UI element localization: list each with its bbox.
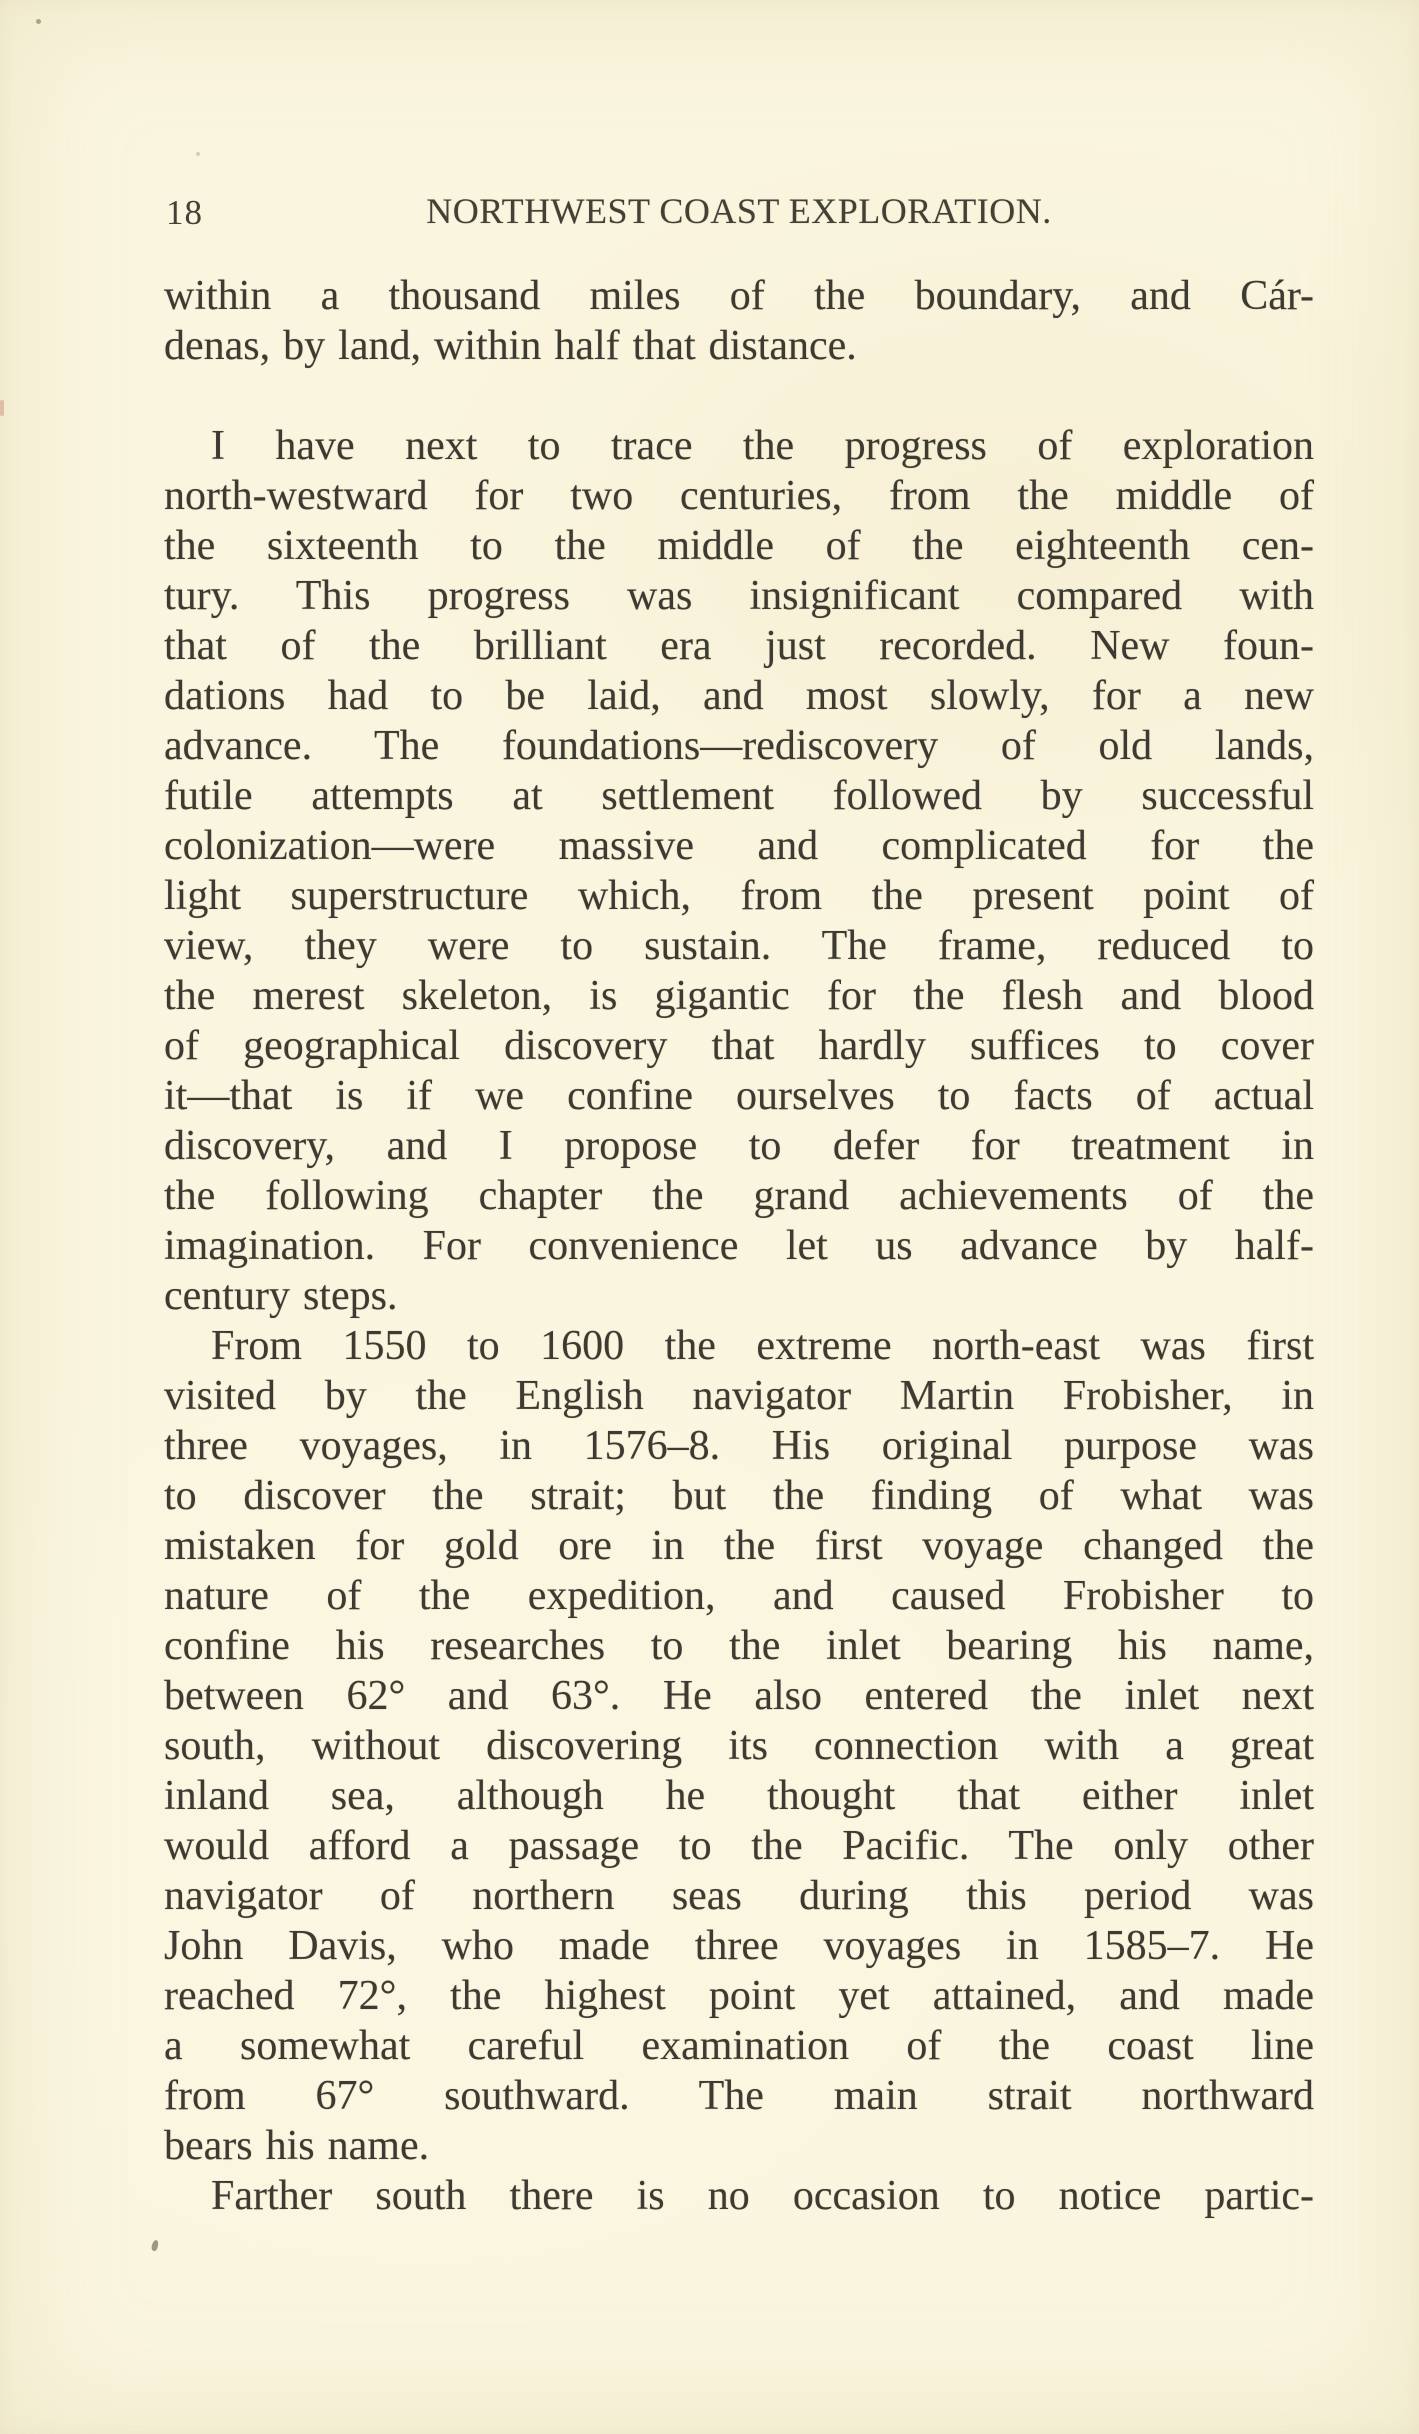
text-line: three voyages, in 1576–8. His original purpose was xyxy=(164,1423,1314,1469)
paragraph xyxy=(164,2171,1314,2221)
text-line: John Davis, who made three voyages in 1585–7. He xyxy=(164,1923,1314,1969)
scan-speck xyxy=(0,400,4,416)
text-line: light superstructure which, from the present point of xyxy=(164,873,1314,919)
text-line: colonization—were massive and complicated for the xyxy=(164,823,1314,869)
paragraph xyxy=(164,1321,1314,2171)
page-body xyxy=(164,271,1314,2221)
text-line: From 1550 to 1600 the extreme north-east was first xyxy=(211,1323,1314,1369)
text-line: tury. This progress was insignificant compared with xyxy=(164,573,1314,619)
text-line: mistaken for gold ore in the first voyage changed the xyxy=(164,1523,1314,1569)
text-line: denas, by land, within half that distance. xyxy=(164,323,857,369)
text-line: Farther south there is no occasion to notice partic- xyxy=(211,2173,1314,2219)
text-line: a somewhat careful examination of the coast line xyxy=(164,2023,1314,2069)
text-line: inland sea, although he thought that either inlet xyxy=(164,1773,1314,1819)
text-line: futile attempts at settlement followed by successful xyxy=(164,773,1314,819)
running-head xyxy=(164,190,1314,234)
text-line: I have next to trace the progress of exploration xyxy=(211,423,1314,469)
text-line: it—that is if we confine ourselves to facts of actual xyxy=(164,1073,1314,1119)
text-line: the merest skeleton, is gigantic for the flesh and blood xyxy=(164,973,1314,1019)
text-line: advance. The foundations—rediscovery of old lands, xyxy=(164,723,1314,769)
text-line: century steps. xyxy=(164,1273,398,1319)
text-line: from 67° southward. The main strait northward xyxy=(164,2073,1314,2119)
text-line: north-westward for two centuries, from the middle of xyxy=(164,473,1314,519)
text-line: the sixteenth to the middle of the eighteenth cen- xyxy=(164,523,1314,569)
scan-speck xyxy=(36,19,41,24)
running-header-title: NORTHWEST COAST EXPLORATION. xyxy=(426,191,1052,231)
scan-speck xyxy=(196,152,200,156)
text-line: would afford a passage to the Pacific. The only other xyxy=(164,1823,1314,1869)
paragraph xyxy=(164,421,1314,1321)
text-line: the following chapter the grand achievements of the xyxy=(164,1173,1314,1219)
paragraph xyxy=(164,271,1314,371)
page-number: 18 xyxy=(166,193,203,232)
text-line: navigator of northern seas during this period was xyxy=(164,1873,1314,1919)
text-line: between 62° and 63°. He also entered the inlet next xyxy=(164,1673,1314,1719)
text-line: reached 72°, the highest point yet attained, and made xyxy=(164,1973,1314,2019)
text-line: dations had to be laid, and most slowly, for a new xyxy=(164,673,1314,719)
text-line: of geographical discovery that hardly suffices to cover xyxy=(164,1023,1314,1069)
text-line: nature of the expedition, and caused Frobisher to xyxy=(164,1573,1314,1619)
text-line: that of the brilliant era just recorded. New foun- xyxy=(164,623,1314,669)
text-line: confine his researches to the inlet bearing his name, xyxy=(164,1623,1314,1669)
text-line: within a thousand miles of the boundary, and Cár- xyxy=(164,273,1314,319)
text-line: view, they were to sustain. The frame, reduced to xyxy=(164,923,1314,969)
text-line: bears his name. xyxy=(164,2123,430,2169)
text-line: imagination. For convenience let us advance by half- xyxy=(164,1223,1314,1269)
text-line: visited by the English navigator Martin Frobisher, in xyxy=(164,1373,1314,1419)
scan-speck xyxy=(151,2239,159,2251)
text-line: south, without discovering its connection with a great xyxy=(164,1723,1314,1769)
text-line: to discover the strait; but the finding of what was xyxy=(164,1473,1314,1519)
text-line: discovery, and I propose to defer for treatment in xyxy=(164,1123,1314,1169)
